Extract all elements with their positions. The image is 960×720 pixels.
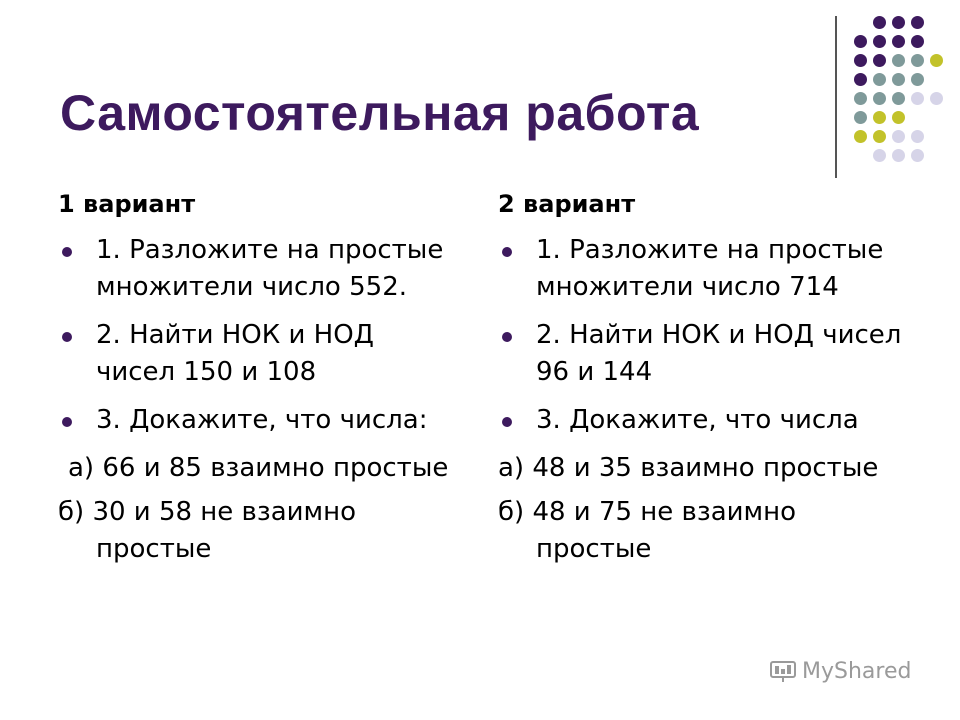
- variant-1-subtask-b: б) 30 и 58 не взаимно простые: [58, 497, 357, 564]
- variant-1-task-3: 3. Докажите, что числа:: [58, 402, 458, 439]
- decorative-dot: [892, 149, 905, 162]
- decorative-dot: [892, 92, 905, 105]
- decorative-dot: [873, 16, 886, 29]
- decorative-dot: [873, 130, 886, 143]
- variant-1-task-1: 1. Разложите на простые множители число 552.: [58, 232, 458, 306]
- decorative-dot: [892, 130, 905, 143]
- decorative-dot: [854, 130, 867, 143]
- decorative-dot: [892, 54, 905, 67]
- presentation-icon: [768, 660, 798, 684]
- decorative-dot: [911, 92, 924, 105]
- variant-2-subtask-b: б) 48 и 75 не взаимно простые: [498, 497, 797, 564]
- decorative-dot: [911, 54, 924, 67]
- bullet-icon: [62, 332, 72, 342]
- variant-1-heading: 1 вариант: [58, 190, 196, 218]
- decorative-dot: [911, 16, 924, 29]
- variant-2-task-2: 2. Найти НОК и НОД чисел 96 и 144: [498, 317, 918, 391]
- decorative-dot: [873, 149, 886, 162]
- decorative-dot: [911, 35, 924, 48]
- bullet-icon: [502, 247, 512, 257]
- decorative-dot: [854, 111, 867, 124]
- decorative-dot: [911, 73, 924, 86]
- decorative-dot: [873, 92, 886, 105]
- decorative-dot: [873, 111, 886, 124]
- decorative-dot: [911, 130, 924, 143]
- decorative-dot: [873, 73, 886, 86]
- variant-2-task-1: 1. Разложите на простые множители число 714: [498, 232, 918, 306]
- decorative-dot: [911, 149, 924, 162]
- variant-1-column: [58, 190, 458, 575]
- decorative-dot: [892, 16, 905, 29]
- variant-1-task-2: 2. Найти НОК и НОД чисел 150 и 108: [58, 317, 458, 391]
- slide-title: Самостоятельная работа: [60, 85, 700, 141]
- bullet-icon: [502, 332, 512, 342]
- bullet-icon: [502, 417, 512, 427]
- decorative-dot: [854, 92, 867, 105]
- decorative-divider-line: [835, 16, 837, 178]
- decorative-dot: [854, 35, 867, 48]
- decorative-dot: [930, 54, 943, 67]
- watermark: [768, 659, 911, 684]
- variant-1-subtask-a: а) 66 и 85 взаимно простые: [68, 453, 449, 483]
- watermark-text: MyShared: [802, 659, 912, 684]
- variant-2-task-3: 3. Докажите, что числа: [498, 402, 918, 439]
- decorative-dot: [873, 35, 886, 48]
- decorative-dot: [854, 54, 867, 67]
- variant-2-heading: 2 вариант: [498, 190, 636, 218]
- decorative-dot: [892, 35, 905, 48]
- bullet-icon: [62, 417, 72, 427]
- variant-2-subtask-a: а) 48 и 35 взаимно простые: [498, 453, 879, 483]
- variant-2-column: [498, 190, 918, 575]
- decorative-dot: [930, 92, 943, 105]
- decorative-dot: [892, 111, 905, 124]
- bullet-icon: [62, 247, 72, 257]
- decorative-dot: [854, 73, 867, 86]
- decorative-dot: [873, 54, 886, 67]
- decorative-dot: [892, 73, 905, 86]
